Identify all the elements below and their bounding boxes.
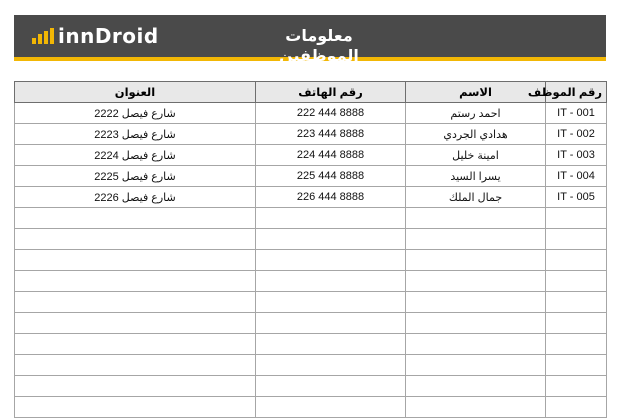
cell-phone[interactable]: 223 444 8888 [256, 124, 406, 145]
cell-employee-id[interactable]: IT - 001 [546, 103, 607, 124]
empty-cell[interactable] [256, 229, 406, 250]
empty-cell[interactable] [406, 355, 546, 376]
table-row [15, 166, 607, 187]
cell-phone[interactable]: 222 444 8888 [256, 103, 406, 124]
header-bar [14, 15, 606, 65]
empty-cell[interactable] [15, 208, 256, 229]
logo-bars-icon [32, 28, 54, 44]
empty-cell[interactable] [15, 250, 256, 271]
empty-cell[interactable] [15, 313, 256, 334]
cell-address[interactable]: شارع فيصل 2225 [15, 166, 256, 187]
empty-cell[interactable] [406, 250, 546, 271]
empty-row [15, 355, 607, 376]
empty-cell[interactable] [256, 292, 406, 313]
empty-cell[interactable] [546, 292, 607, 313]
empty-cell[interactable] [256, 208, 406, 229]
page-title: معلومات الموظفين [279, 28, 359, 65]
empty-cell[interactable] [546, 271, 607, 292]
cell-address[interactable]: شارع فيصل 2223 [15, 124, 256, 145]
logo-text: innDroid [58, 24, 159, 48]
empty-cell[interactable] [406, 229, 546, 250]
empty-cell[interactable] [256, 376, 406, 397]
table-row [15, 187, 607, 208]
cell-phone[interactable]: 224 444 8888 [256, 145, 406, 166]
column-header-name: الاسم [406, 82, 546, 103]
empty-cell[interactable] [15, 229, 256, 250]
employees-table [14, 81, 607, 418]
cell-name[interactable]: امينة خليل [406, 145, 546, 166]
empty-cell[interactable] [406, 208, 546, 229]
empty-cell[interactable] [546, 229, 607, 250]
empty-cell[interactable] [15, 334, 256, 355]
cell-name[interactable]: يسرا السيد [406, 166, 546, 187]
column-header-address: العنوان [15, 82, 256, 103]
empty-cell[interactable] [256, 397, 406, 418]
empty-cell[interactable] [256, 250, 406, 271]
empty-cell[interactable] [546, 250, 607, 271]
empty-cell[interactable] [546, 376, 607, 397]
empty-cell[interactable] [406, 334, 546, 355]
empty-cell[interactable] [256, 313, 406, 334]
column-header-employee-id: رقم الموظف [546, 82, 607, 103]
cell-address[interactable]: شارع فيصل 2224 [15, 145, 256, 166]
empty-row [15, 313, 607, 334]
column-header-phone: رقم الهاتف [256, 82, 406, 103]
cell-phone[interactable]: 225 444 8888 [256, 166, 406, 187]
empty-cell[interactable] [256, 271, 406, 292]
cell-employee-id[interactable]: IT - 005 [546, 187, 607, 208]
table-header-row [15, 82, 607, 103]
empty-cell[interactable] [546, 313, 607, 334]
empty-cell[interactable] [15, 355, 256, 376]
empty-cell[interactable] [15, 376, 256, 397]
empty-row [15, 229, 607, 250]
table-row [15, 124, 607, 145]
cell-name[interactable]: احمد رستم [406, 103, 546, 124]
cell-name[interactable]: هدادي الجردي [406, 124, 546, 145]
empty-row [15, 271, 607, 292]
cell-address[interactable]: شارع فيصل 2222 [15, 103, 256, 124]
empty-cell[interactable] [15, 271, 256, 292]
empty-cell[interactable] [15, 397, 256, 418]
table-body [15, 103, 607, 418]
empty-cell[interactable] [546, 208, 607, 229]
brand-logo [32, 23, 159, 49]
empty-cell[interactable] [256, 355, 406, 376]
empty-cell[interactable] [546, 355, 607, 376]
empty-cell[interactable] [406, 397, 546, 418]
empty-row [15, 334, 607, 355]
empty-cell[interactable] [546, 397, 607, 418]
empty-cell[interactable] [256, 334, 406, 355]
cell-name[interactable]: جمال الملك [406, 187, 546, 208]
table-row [15, 103, 607, 124]
table-row [15, 145, 607, 166]
empty-row [15, 397, 607, 418]
empty-cell[interactable] [546, 334, 607, 355]
empty-cell[interactable] [406, 376, 546, 397]
empty-cell[interactable] [406, 313, 546, 334]
empty-row [15, 208, 607, 229]
empty-row [15, 292, 607, 313]
cell-employee-id[interactable]: IT - 004 [546, 166, 607, 187]
cell-employee-id[interactable]: IT - 003 [546, 145, 607, 166]
cell-employee-id[interactable]: IT - 002 [546, 124, 607, 145]
cell-phone[interactable]: 226 444 8888 [256, 187, 406, 208]
empty-row [15, 376, 607, 397]
empty-cell[interactable] [406, 271, 546, 292]
empty-row [15, 250, 607, 271]
empty-cell[interactable] [406, 292, 546, 313]
empty-cell[interactable] [15, 292, 256, 313]
cell-address[interactable]: شارع فيصل 2226 [15, 187, 256, 208]
